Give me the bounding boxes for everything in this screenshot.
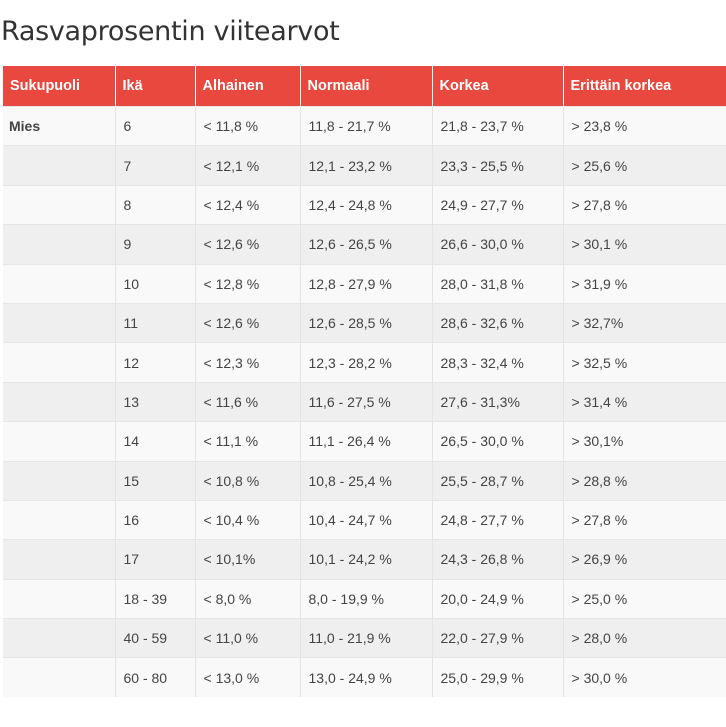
table-row xyxy=(3,225,726,264)
cell-alhainen: < 12,6 % xyxy=(195,303,300,342)
cell-erittain-korkea: > 25,0 % xyxy=(563,579,726,618)
cell-korkea: 27,6 - 31,3% xyxy=(432,382,563,421)
cell-normaali: 10,4 - 24,7 % xyxy=(300,500,432,539)
cell-korkea: 26,5 - 30,0 % xyxy=(432,422,563,461)
header-korkea: Korkea xyxy=(432,66,563,107)
table-row xyxy=(3,658,726,697)
cell-sukupuoli xyxy=(3,303,115,342)
table-row xyxy=(3,461,726,500)
cell-alhainen: < 11,8 % xyxy=(195,107,300,146)
cell-erittain-korkea: > 32,5 % xyxy=(563,343,726,382)
cell-ika: 10 xyxy=(115,264,195,303)
cell-ika: 13 xyxy=(115,382,195,421)
table-row xyxy=(3,382,726,421)
table-row xyxy=(3,500,726,539)
cell-erittain-korkea: > 28,8 % xyxy=(563,461,726,500)
cell-ika: 12 xyxy=(115,343,195,382)
cell-erittain-korkea: > 32,7% xyxy=(563,303,726,342)
cell-ika: 14 xyxy=(115,422,195,461)
cell-alhainen: < 12,6 % xyxy=(195,225,300,264)
cell-korkea: 28,0 - 31,8 % xyxy=(432,264,563,303)
table-row xyxy=(3,343,726,382)
cell-normaali: 8,0 - 19,9 % xyxy=(300,579,432,618)
cell-normaali: 11,0 - 21,9 % xyxy=(300,619,432,658)
header-sukupuoli: Sukupuoli xyxy=(3,66,115,107)
cell-sukupuoli xyxy=(3,500,115,539)
table-row xyxy=(3,619,726,658)
cell-sukupuoli xyxy=(3,619,115,658)
table-body xyxy=(3,107,726,697)
cell-sukupuoli xyxy=(3,225,115,264)
table-row xyxy=(3,146,726,185)
cell-erittain-korkea: > 30,1 % xyxy=(563,225,726,264)
cell-sukupuoli xyxy=(3,343,115,382)
table-row xyxy=(3,303,726,342)
cell-normaali: 12,1 - 23,2 % xyxy=(300,146,432,185)
cell-erittain-korkea: > 23,8 % xyxy=(563,107,726,146)
cell-ika: 17 xyxy=(115,540,195,579)
cell-ika: 60 - 80 xyxy=(115,658,195,697)
reference-table xyxy=(3,66,726,697)
cell-ika: 7 xyxy=(115,146,195,185)
cell-ika: 6 xyxy=(115,107,195,146)
cell-normaali: 12,3 - 28,2 % xyxy=(300,343,432,382)
cell-normaali: 10,8 - 25,4 % xyxy=(300,461,432,500)
cell-normaali: 12,6 - 28,5 % xyxy=(300,303,432,342)
table-row xyxy=(3,579,726,618)
cell-erittain-korkea: > 31,4 % xyxy=(563,382,726,421)
table-row xyxy=(3,422,726,461)
cell-korkea: 28,6 - 32,6 % xyxy=(432,303,563,342)
cell-normaali: 10,1 - 24,2 % xyxy=(300,540,432,579)
page-title: Rasvaprosentin viitearvot xyxy=(1,16,340,47)
cell-ika: 9 xyxy=(115,225,195,264)
cell-sukupuoli xyxy=(3,382,115,421)
cell-ika: 18 - 39 xyxy=(115,579,195,618)
cell-korkea: 24,8 - 27,7 % xyxy=(432,500,563,539)
cell-erittain-korkea: > 30,0 % xyxy=(563,658,726,697)
cell-korkea: 26,6 - 30,0 % xyxy=(432,225,563,264)
header-normaali: Normaali xyxy=(300,66,432,107)
cell-erittain-korkea: > 27,8 % xyxy=(563,500,726,539)
cell-alhainen: < 11,1 % xyxy=(195,422,300,461)
cell-korkea: 28,3 - 32,4 % xyxy=(432,343,563,382)
cell-normaali: 13,0 - 24,9 % xyxy=(300,658,432,697)
cell-sukupuoli xyxy=(3,658,115,697)
table-header-row xyxy=(3,66,726,107)
table-row xyxy=(3,107,726,146)
cell-sukupuoli xyxy=(3,579,115,618)
cell-alhainen: < 10,1% xyxy=(195,540,300,579)
cell-ika: 8 xyxy=(115,185,195,224)
cell-erittain-korkea: > 30,1% xyxy=(563,422,726,461)
cell-korkea: 24,9 - 27,7 % xyxy=(432,185,563,224)
cell-alhainen: < 12,3 % xyxy=(195,343,300,382)
cell-alhainen: < 12,1 % xyxy=(195,146,300,185)
cell-normaali: 11,6 - 27,5 % xyxy=(300,382,432,421)
cell-sukupuoli xyxy=(3,146,115,185)
cell-korkea: 25,5 - 28,7 % xyxy=(432,461,563,500)
cell-alhainen: < 10,8 % xyxy=(195,461,300,500)
cell-ika: 15 xyxy=(115,461,195,500)
cell-ika: 11 xyxy=(115,303,195,342)
cell-sukupuoli xyxy=(3,185,115,224)
cell-sukupuoli xyxy=(3,461,115,500)
cell-erittain-korkea: > 27,8 % xyxy=(563,185,726,224)
cell-erittain-korkea: > 28,0 % xyxy=(563,619,726,658)
cell-korkea: 21,8 - 23,7 % xyxy=(432,107,563,146)
cell-ika: 40 - 59 xyxy=(115,619,195,658)
header-alhainen: Alhainen xyxy=(195,66,300,107)
table-row xyxy=(3,540,726,579)
cell-erittain-korkea: > 26,9 % xyxy=(563,540,726,579)
cell-erittain-korkea: > 25,6 % xyxy=(563,146,726,185)
cell-normaali: 11,1 - 26,4 % xyxy=(300,422,432,461)
cell-sukupuoli: Mies xyxy=(3,107,115,146)
cell-korkea: 24,3 - 26,8 % xyxy=(432,540,563,579)
cell-alhainen: < 12,8 % xyxy=(195,264,300,303)
cell-korkea: 20,0 - 24,9 % xyxy=(432,579,563,618)
cell-alhainen: < 10,4 % xyxy=(195,500,300,539)
cell-normaali: 11,8 - 21,7 % xyxy=(300,107,432,146)
cell-korkea: 22,0 - 27,9 % xyxy=(432,619,563,658)
cell-sukupuoli xyxy=(3,264,115,303)
header-ika: Ikä xyxy=(115,66,195,107)
cell-alhainen: < 8,0 % xyxy=(195,579,300,618)
cell-korkea: 25,0 - 29,9 % xyxy=(432,658,563,697)
cell-sukupuoli xyxy=(3,540,115,579)
cell-alhainen: < 12,4 % xyxy=(195,185,300,224)
cell-alhainen: < 13,0 % xyxy=(195,658,300,697)
cell-korkea: 23,3 - 25,5 % xyxy=(432,146,563,185)
cell-sukupuoli xyxy=(3,422,115,461)
cell-normaali: 12,6 - 26,5 % xyxy=(300,225,432,264)
table-row xyxy=(3,264,726,303)
table-row xyxy=(3,185,726,224)
cell-ika: 16 xyxy=(115,500,195,539)
cell-alhainen: < 11,6 % xyxy=(195,382,300,421)
cell-alhainen: < 11,0 % xyxy=(195,619,300,658)
cell-normaali: 12,4 - 24,8 % xyxy=(300,185,432,224)
header-erittain-korkea: Erittäin korkea xyxy=(563,66,726,107)
cell-erittain-korkea: > 31,9 % xyxy=(563,264,726,303)
cell-normaali: 12,8 - 27,9 % xyxy=(300,264,432,303)
